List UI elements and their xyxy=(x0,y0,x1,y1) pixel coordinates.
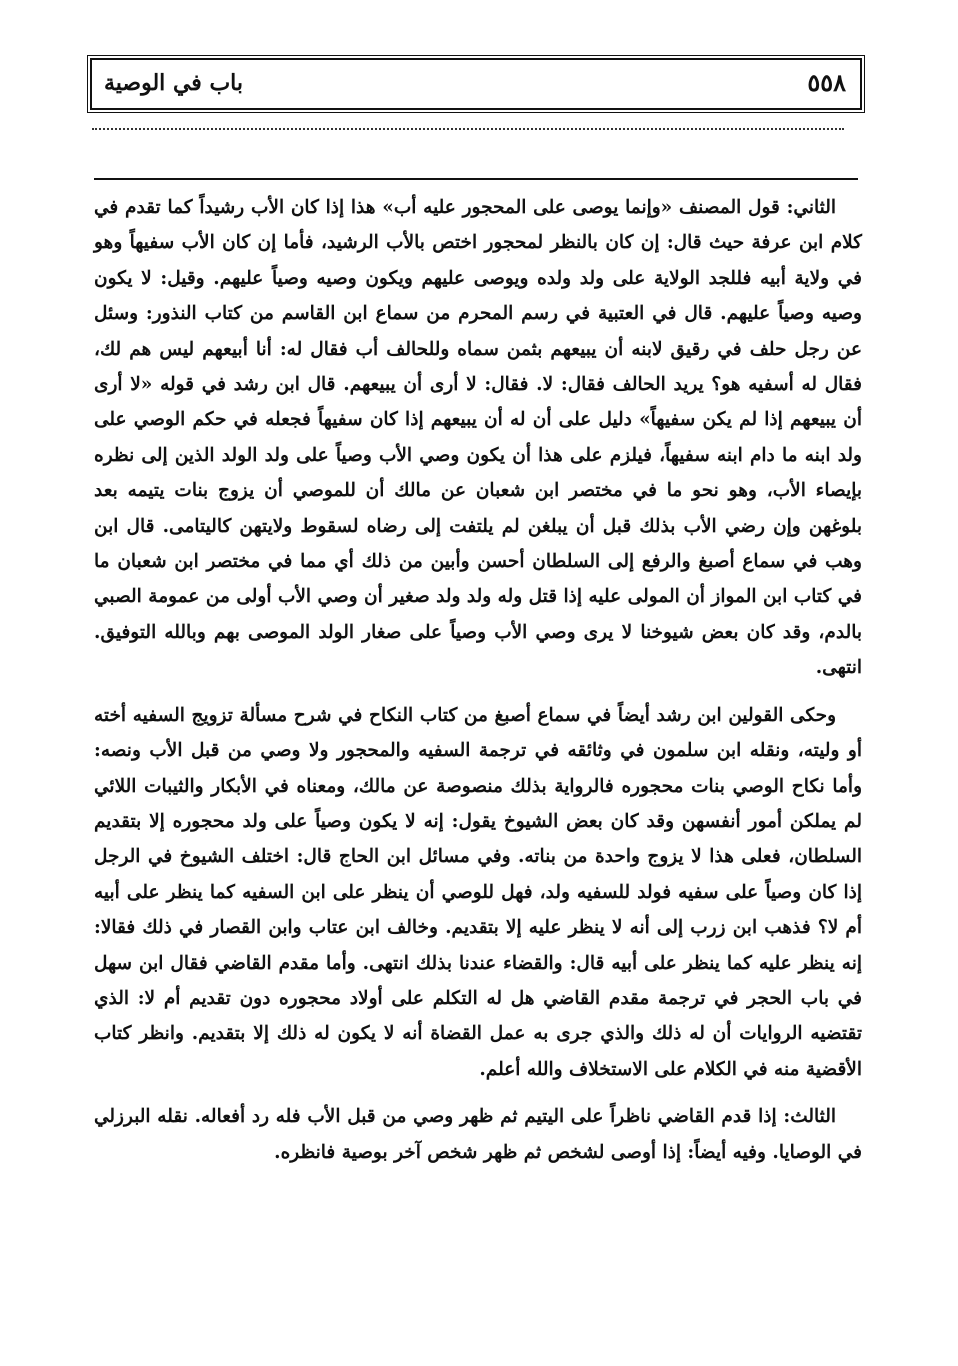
paragraph-second-note: الثاني: قول المصنف «وإنما يوصى على المحجور عليه أب» هذا إذا كان الأب رشيداً كما تقدم في كلام ابن عرفة حيث قال: إن كان بالنظر لمحجور اختص بالأب الرشيد، فأما إن كان الأب سفيهاً وهو في ولاية أبيه فللجد الولاية على ولد ولده ويوصى عليهم ويكون وصيه وصياً عليهم. وقيل: لا يكون وصيه وصياً عليهم. قال في العتبية في رسم المحرم من سماع ابن القاسم من كتاب النذور: وسئل عن رجل حلف في رقيق لابنه أن يبيعهم بثمن سماه وللحالف أب فقال له: أنا أبيعهم ليس هم لك، فقال له أسفيه هو؟ يريد الحالف فقال: لا. فقال: لا أرى أن يبيعهم. قال ابن رشد في قوله «لا أرى أن يبيعهم إذا لم يكن سفيهاً» دليل على أن له أن يبيعهم إذا كان سفيهاً فجعله في حكم الوصي على ولد ابنه ما دام ابنه سفيهاً، فيلزم على هذا أن يكون وصي الأب وصياً على ولد الولد الذين إلى نظره بإيصاء الأب، وهو نحو ما في مختصر ابن شعبان عن مالك أن للموصي أن يزوج بنات يتيمه بعد بلوغهن وإن رضي الأب بذلك قبل أن يبلغن لم يلتفت إلى رضاه لسقوط ولايتهن كاليتامى. قال ابن وهب في سماع أصبغ والرفع إلى السلطان أحسن وأبين من ذلك أي مما في مختصر ابن شعبان ما في كتاب ابن المواز أن المولى عليه إذا قتل وله ولد ولد صغير أن وصي الأب أولى من عمومة الصبي بالدم، وقد كان بعض شيوخنا لا يرى وصي الأب وصياً على صغار الولد الموصى بهم وبالله التوفيق. انتهى. xyxy=(94,197,862,679)
chapter-title: باب في الوصية xyxy=(104,70,244,96)
paragraph-third-note: الثالث: إذا قدم القاضي ناظراً على اليتيم ثم ظهر وصي من قبل الأب فله رد أفعاله. نقله البرزلي في الوصايا. وفيه أيضاً: إذا أوصى لشخص ثم ظهر شخص آخر بوصية فانظره. xyxy=(94,1106,862,1163)
page-body xyxy=(94,190,862,1170)
page-header xyxy=(90,58,862,110)
horizontal-rule xyxy=(94,178,858,180)
page-number: ٥٥٨ xyxy=(807,68,846,97)
dotted-separator xyxy=(92,118,844,130)
paragraph-ibn-rushd: وحكى القولين ابن رشد أيضاً في سماع أصبغ من كتاب النكاح في شرح مسألة تزويج السفيه أخته أو وليته، ونقله ابن سلمون في وثائقه في ترجمة السفيه والمحجور ولا وصي من قبل الأب ونصه: وأما نكاح الوصي بنات محجوره فالرواية بذلك منصوصة عن مالك، ومعناه في الأبكار والثيبات اللائي لم يملكن أمور أنفسهن وقد كان بعض الشيوخ يقول: إنه لا يكون وصياً على ولد محجوره إلا بتقديم السلطان، فعلى هذا لا يزوج واحدة من بناته. وفي مسائل ابن الحاج قال: اختلف الشيوخ في الرجل إذا كان وصياً على سفيه فولد للسفيه ولد، فهل للوصي أن ينظر على ابن السفيه كما ينظر على أبيه أم لا؟ فذهب ابن زرب إلى أنه لا ينظر عليه إلا بتقديم. وخالف ابن عتاب وابن القصار في ذلك فقالا: إنه ينظر عليه كما ينظر على أبيه قال: والقضاء عندنا بذلك انتهى. وأما مقدم القاضي فقال ابن سهل في باب الحجر في ترجمة مقدم القاضي هل له التكلم على أولاد محجوره دون تقديم أم لا: الذي تقتضيه الروايات أن له ذلك والذي جرى به عمل القضاة أنه لا يكون له ذلك إلا بتقديم. وانظر كتاب الأقضية منه في الكلام على الاستخلاف والله أعلم. xyxy=(94,704,862,1080)
